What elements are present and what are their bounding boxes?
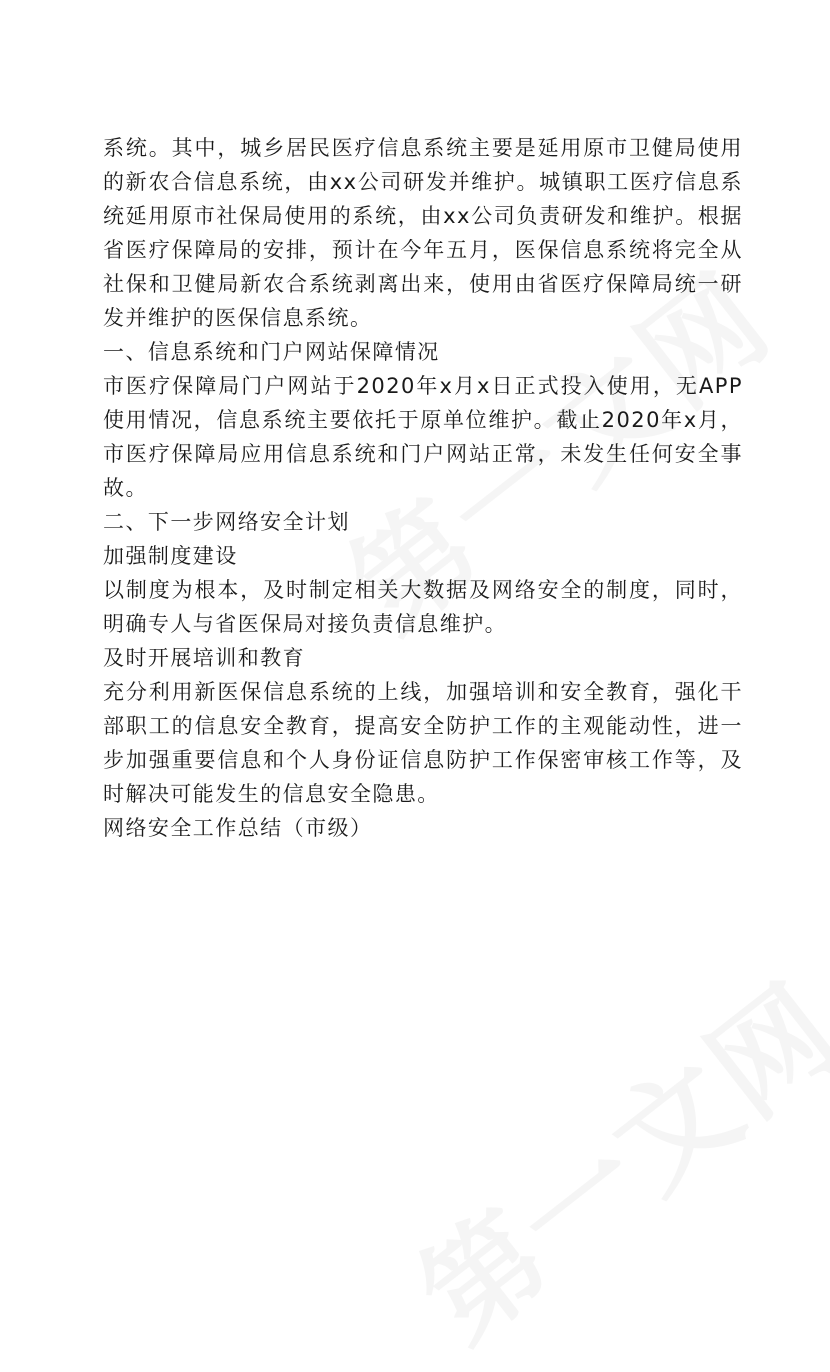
- paragraph-system-building: 以制度为根本，及时制定相关大数据及网络安全的制度，同时，明确专人与省医保局对接负责信息维护。: [103, 578, 743, 636]
- document-body: [103, 131, 743, 845]
- subheading-training: 及时开展培训和教育: [103, 646, 306, 670]
- section-heading-2: 二、下一步网络安全计划: [103, 510, 350, 534]
- next-document-title: 网络安全工作总结（市级）: [103, 816, 373, 840]
- paragraph-training: 充分利用新医保信息系统的上线，加强培训和安全教育，强化干部职工的信息安全教育，提高安全防护工作的主观能动性，进一步加强重要信息和个人身份证信息防护工作保密审核工作等，及时解决可能发生的信息安全隐患。: [103, 680, 743, 806]
- subheading-system-building: 加强制度建设: [103, 544, 238, 568]
- paragraph-intro: 系统。其中，城乡居民医疗信息系统主要是延用原市卫健局使用的新农合信息系统，由xx公司研发并维护。城镇职工医疗信息系统延用原市社保局使用的系统，由xx公司负责研发和维护。根据省医疗保障局的安排，预计在今年五月，医保信息系统将完全从社保和卫健局新农合系统剥离出来，使用由省医疗保障局统一研发并维护的医保信息系统。: [103, 136, 743, 330]
- section-heading-1: 一、信息系统和门户网站保障情况: [103, 340, 440, 364]
- watermark: [379, 938, 830, 1372]
- paragraph-portal-status: 市医疗保障局门户网站于2020年x月x日正式投入使用，无APP使用情况，信息系统主要依托于原单位维护。截止2020年x月，市医疗保障局应用信息系统和门户网站正常，未发生任何安全事故。: [103, 374, 743, 500]
